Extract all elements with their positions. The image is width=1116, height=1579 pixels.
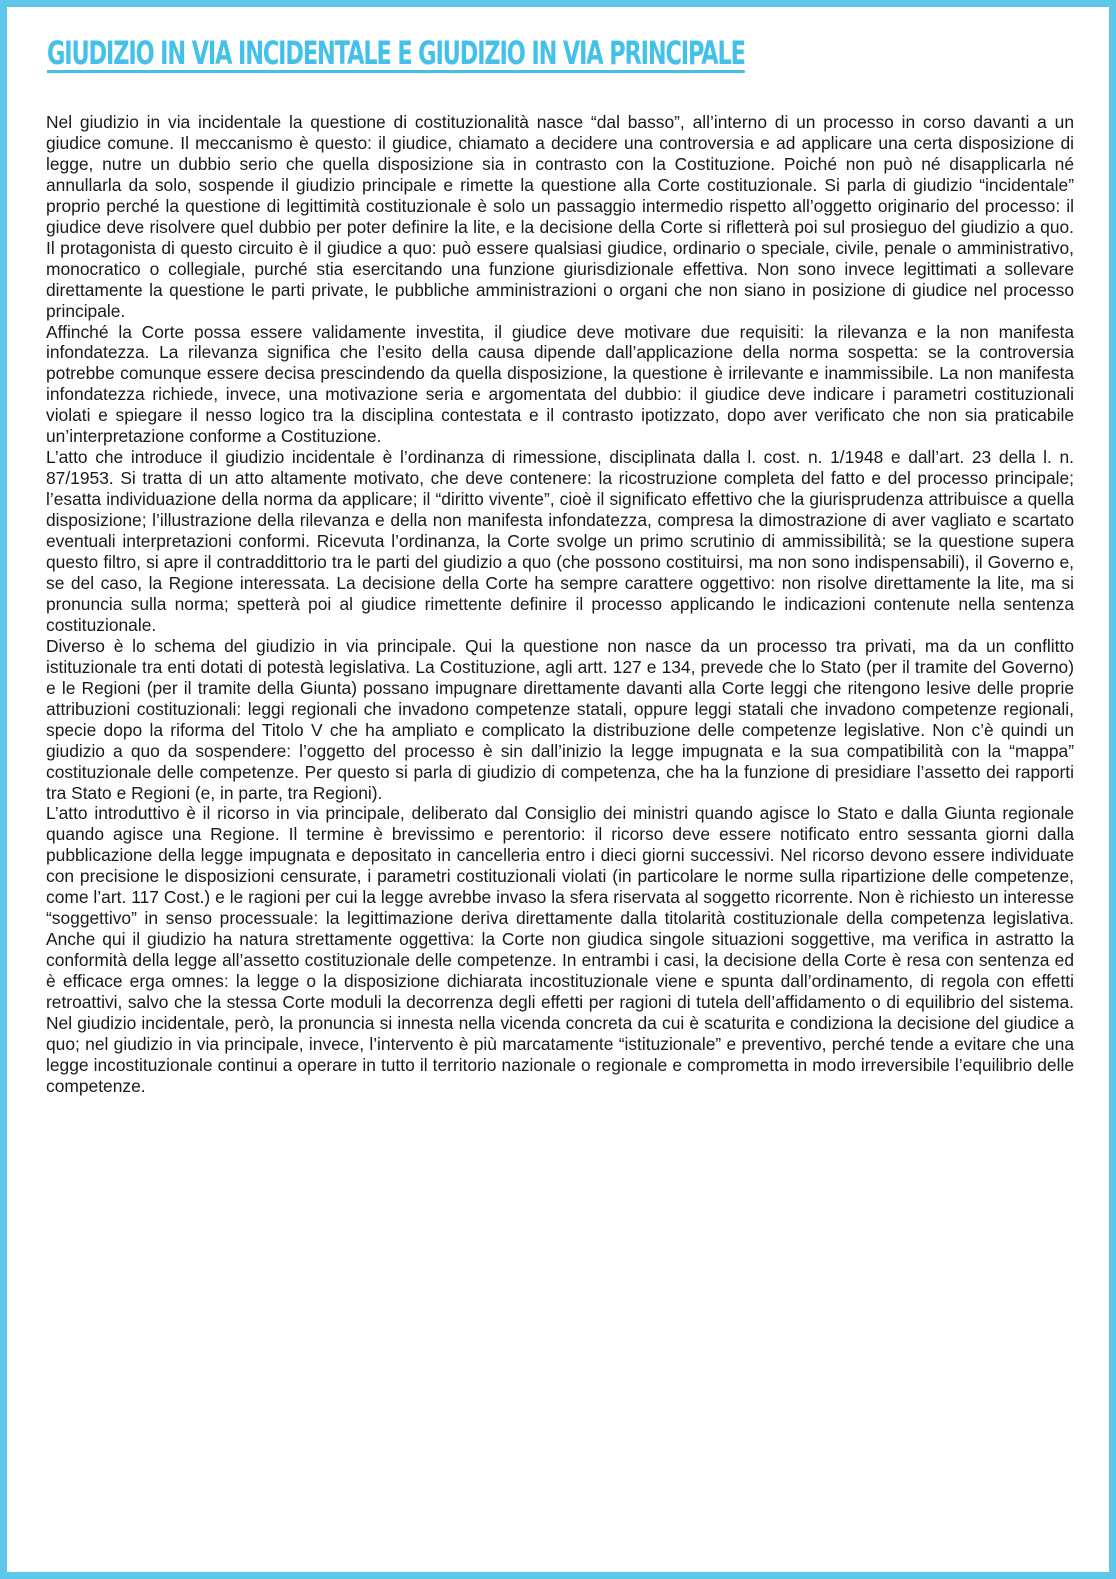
paragraph-1: Nel giudizio in via incidentale la questione di costituzionalità nasce “dal basso”, all’interno di un processo in corso davanti a un giudice comune. Il meccanismo è questo: il giudice, chiamato a decidere una controversia e ad applicare una certa disposizione di legge, nutre un dubbio serio che quella disposizione sia in contrasto con la Costituzione. Poiché non può né disapplicarla né annullarla da solo, sospende il giudizio principale e rimette la questione alla Corte costituzionale. Si parla di giudizio “incidentale” proprio perché la questione di legittimità costituzionale è solo un passaggio intermedio rispetto all’oggetto originario del processo: il giudice deve risolvere quel dubbio per poter definire la lite, e la decisione della Corte si rifletterà poi sul prosieguo del giudizio a quo. Il protagonista di questo circuito è il giudice a quo: può essere qualsiasi giudice, ordinario o speciale, civile, penale o amministrativo, monocratico o collegiale, purché stia esercitando una funzione giurisdizionale effettiva. Non sono invece legittimati a sollevare direttamente la questione le parti private, le pubbliche amministrazioni o organi che non siano in posizione di giudice nel processo principale. (46, 112, 1074, 321)
body-text (46, 112, 1074, 1097)
paragraph-3: L’atto che introduce il giudizio incidentale è l’ordinanza di rimessione, disciplinata dalla l. cost. n. 1/1948 e dall’art. 23 della l. n. 87/1953. Si tratta di un atto altamente motivato, che deve contenere: la ricostruzione completa del fatto e del processo principale; l’esatta individuazione della norma da applicare; il “diritto vivente”, cioè il significato effettivo che la giurisprudenza attribuisce a quella disposizione; l’illustrazione della rilevanza e della non manifesta infondatezza, compresa la dimostrazione di aver vagliato e scartato eventuali interpretazioni conformi. Ricevuta l’ordinanza, la Corte svolge un primo scrutinio di ammissibilità; se la questione supera questo filtro, si apre il contraddittorio tra le parti del giudizio a quo (che possono costituirsi, ma non sono indispensabili), il Governo e, se del caso, la Regione interessata. La decisione della Corte ha sempre carattere oggettivo: non risolve direttamente la lite, ma si pronuncia sulla norma; spetterà poi al giudice rimettente definire il processo applicando le indicazioni contenute nella sentenza costituzionale. (46, 447, 1074, 635)
paragraph-4: Diverso è lo schema del giudizio in via principale. Qui la questione non nasce da un processo tra privati, ma da un conflitto istituzionale tra enti dotati di potestà legislativa. La Costituzione, agli artt. 127 e 134, prevede che lo Stato (per il tramite del Governo) e le Regioni (per il tramite della Giunta) possano impugnare direttamente davanti alla Corte leggi che ritengono lesive delle proprie attribuzioni costituzionali: leggi regionali che invadono competenze statali, oppure leggi statali che invadono competenze regionali, specie dopo la riforma del Titolo V che ha ampliato e complicato la distribuzione delle competenze legislative. Non c’è quindi un giudizio a quo da sospendere: l’oggetto del processo è sin dall’inizio la legge impugnata e la sua compatibilità con la “mappa” costituzionale delle competenze. Per questo si parla di giudizio di competenza, che ha la funzione di presidiare l’assetto dei rapporti tra Stato e Regioni (e, in parte, tra Regioni). (46, 635, 1074, 803)
paragraph-5: L’atto introduttivo è il ricorso in via principale, deliberato dal Consiglio dei ministri quando agisce lo Stato e dalla Giunta regionale quando agisce una Regione. Il termine è brevissimo e perentorio: il ricorso deve essere notificato entro sessanta giorni dalla pubblicazione della legge impugnata e depositato in cancelleria entro i dieci giorni successivi. Nel ricorso devono essere individuate con precisione le disposizioni censurate, i parametri costituzionali violati (in particolare le norme sulla ripartizione delle competenze, come l’art. 117 Cost.) e le ragioni per cui la legge avrebbe invaso la sfera riservata al soggetto ricorrente. Non è richiesto un interesse “soggettivo” in senso processuale: la legittimazione deriva direttamente dalla titolarità costituzionale della competenza legislativa. Anche qui il giudizio ha natura strettamente oggettiva: la Corte non giudica singole situazioni soggettive, ma verifica in astratto la conformità della legge all’assetto costituzionale delle competenze. In entrambi i casi, la decisione della Corte è resa con sentenza ed è efficace erga omnes: la legge o la disposizione dichiarata incostituzionale viene e spunta dall’ordinamento, di regola con effetti retroattivi, salvo che la stessa Corte moduli la decorrenza degli effetti per ragioni di tutela dell’affidamento o di equilibrio del sistema. Nel giudizio incidentale, però, la pronuncia si innesta nella vicenda concreta da cui è scaturita e condiziona la decisione del giudice a quo; nel giudizio in via principale, invece, l’intervento è più marcatamente “istituzionale” e preventivo, perché tende a evitare che una legge incostituzionale continui a operare in tutto il territorio nazionale o regionale e comprometta in modo irreversibile l’equilibrio delle competenze. (46, 803, 1074, 1096)
page-title: GIUDIZIO IN VIA INCIDENTALE E GIUDIZIO IN VIA PRINCIPALE (47, 34, 745, 72)
paragraph-2: Affinché la Corte possa essere validamente investita, il giudice deve motivare due requisiti: la rilevanza e la non manifesta infondatezza. La rilevanza significa che l’esito della causa dipende dall’applicazione della norma sospetta: se la controversia potrebbe comunque essere decisa prescindendo da quella disposizione, la questione è irrilevante e inammissibile. La non manifesta infondatezza richiede, invece, una motivazione seria e argomentata del dubbio: il giudice deve indicare i parametri costituzionali violati e spiegare il nesso logico tra la disciplina contestata e il contrasto ipotizzato, dopo aver verificato che non sia praticabile un’interpretazione conforme a Costituzione. (46, 321, 1074, 447)
